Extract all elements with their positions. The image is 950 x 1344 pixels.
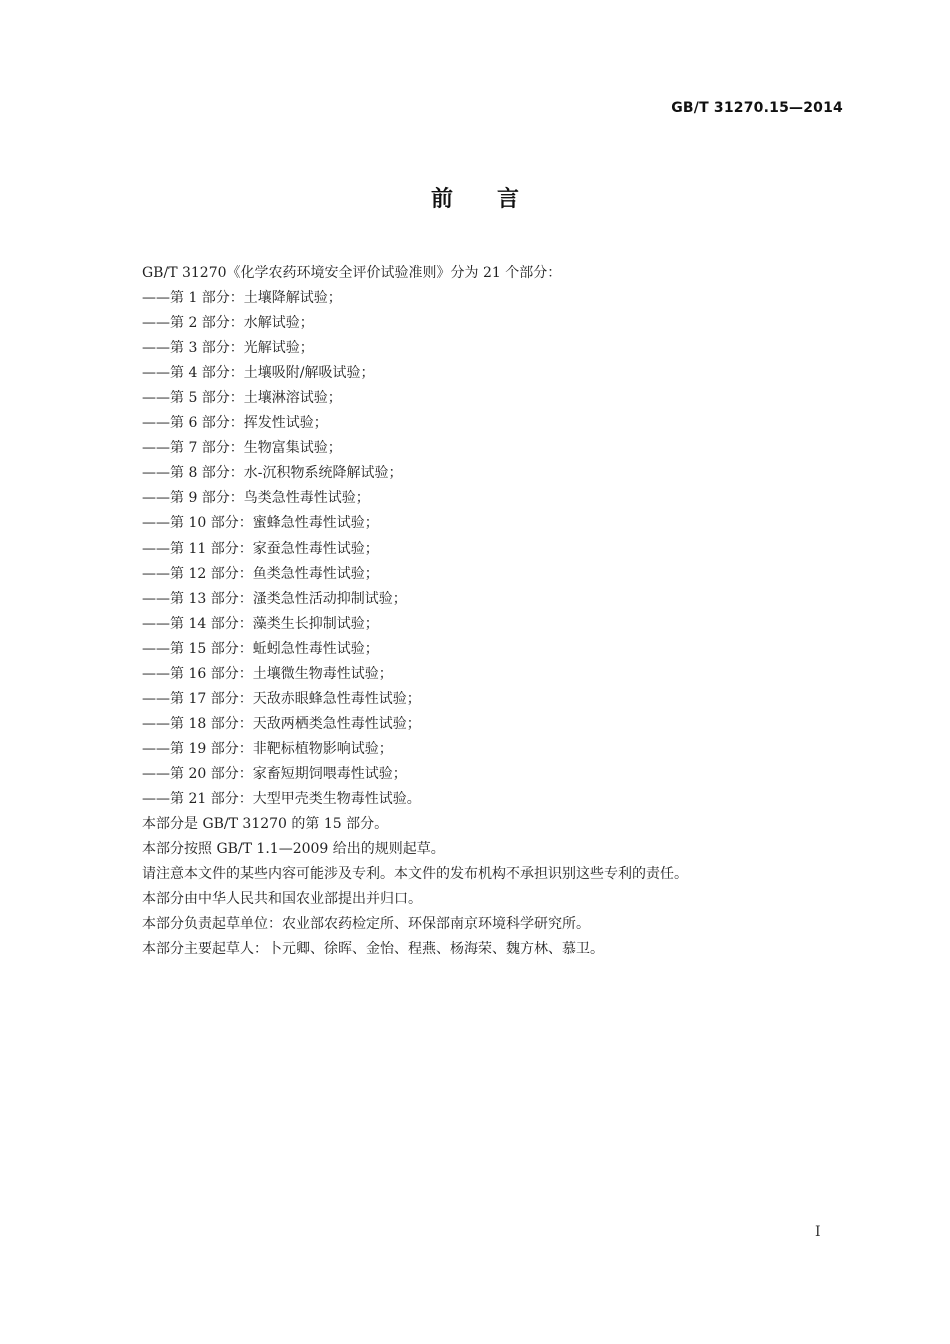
statement-paragraph: 本部分按照 GB/T 1.1—2009 给出的规则起草。 bbox=[142, 841, 445, 858]
list-item: ——第 6 部分：挥发性试验； bbox=[142, 415, 328, 432]
list-item: ——第 21 部分：大型甲壳类生物毒性试验。 bbox=[142, 790, 421, 807]
list-item: ——第 15 部分：蚯蚓急性毒性试验； bbox=[142, 640, 379, 657]
list-item: ——第 20 部分：家畜短期饲喂毒性试验； bbox=[142, 765, 407, 782]
list-item: ——第 13 部分：溞类急性活动抑制试验； bbox=[142, 590, 407, 607]
standard-number: GB/T 31270.15—2014 bbox=[671, 100, 843, 116]
list-item: ——第 3 部分：光解试验； bbox=[142, 340, 314, 357]
list-item: ——第 5 部分：土壤淋溶试验； bbox=[142, 390, 342, 407]
page-title: 前言 bbox=[430, 187, 563, 212]
list-item: ——第 4 部分：土壤吸附/解吸试验； bbox=[142, 365, 375, 382]
statement-paragraph: 本部分负责起草单位：农业部农药检定所、环保部南京环境科学研究所。 bbox=[142, 916, 590, 933]
statement-paragraph: 本部分是 GB/T 31270 的第 15 部分。 bbox=[142, 816, 389, 833]
statement-paragraph: 请注意本文件的某些内容可能涉及专利。本文件的发布机构不承担识别这些专利的责任。 bbox=[142, 866, 688, 883]
parts-list bbox=[142, 286, 822, 812]
intro-paragraph: GB/T 31270《化学农药环境安全评价试验准则》分为 21 个部分： bbox=[142, 265, 562, 281]
list-item: ——第 18 部分：天敌两栖类急性毒性试验； bbox=[142, 715, 421, 732]
list-item: ——第 1 部分：土壤降解试验； bbox=[142, 290, 342, 307]
list-item: ——第 16 部分：土壤微生物毒性试验； bbox=[142, 665, 393, 682]
list-item: ——第 19 部分：非靶标植物影响试验； bbox=[142, 740, 393, 757]
foreword-body bbox=[142, 261, 822, 962]
list-item: ——第 8 部分：水-沉积物系统降解试验； bbox=[142, 465, 403, 482]
statement-paragraph: 本部分主要起草人：卜元卿、徐晖、金怡、程燕、杨海荣、魏方林、慕卫。 bbox=[142, 941, 604, 958]
statement-paragraph: 本部分由中华人民共和国农业部提出并归口。 bbox=[142, 891, 422, 908]
list-item: ——第 11 部分：家蚕急性毒性试验； bbox=[142, 540, 379, 557]
list-item: ——第 12 部分：鱼类急性毒性试验； bbox=[142, 565, 379, 582]
page-number: I bbox=[815, 1224, 821, 1240]
list-item: ——第 10 部分：蜜蜂急性毒性试验； bbox=[142, 515, 379, 532]
statements-block bbox=[142, 812, 822, 962]
list-item: ——第 7 部分：生物富集试验； bbox=[142, 440, 342, 457]
list-item: ——第 2 部分：水解试验； bbox=[142, 315, 314, 332]
list-item: ——第 9 部分：鸟类急性毒性试验； bbox=[142, 490, 370, 507]
list-item: ——第 17 部分：天敌赤眼蜂急性毒性试验； bbox=[142, 690, 421, 707]
list-item: ——第 14 部分：藻类生长抑制试验； bbox=[142, 615, 379, 632]
